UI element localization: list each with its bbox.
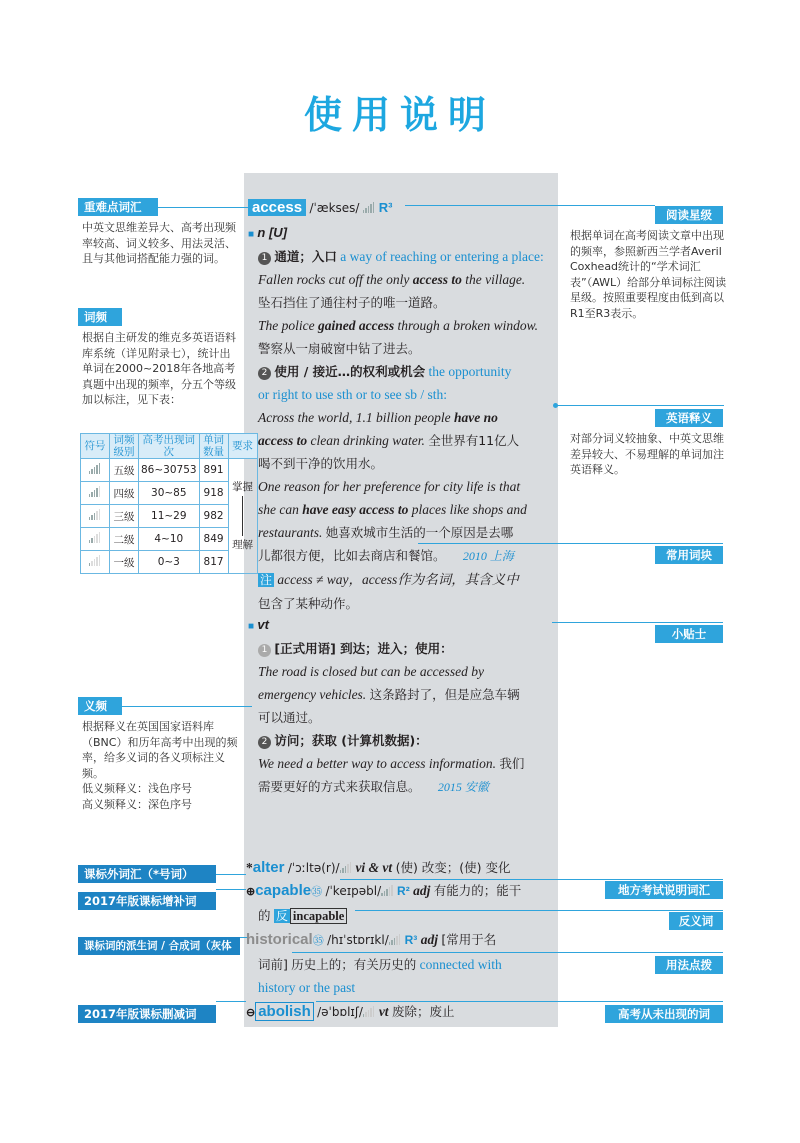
page-title: 使用说明 xyxy=(303,93,496,137)
tag-usage: 用法点拨 xyxy=(655,956,723,974)
th-words: 单词数量 xyxy=(199,434,228,459)
connector-added-2017 xyxy=(216,889,246,890)
tag-tips: 小贴士 xyxy=(655,625,723,643)
freq-count: 849 xyxy=(199,528,228,551)
entry-abolish: ⊖ abolish /əˈbɒlɪʃ/ vt 废除；废止 xyxy=(246,1000,558,1025)
freq-level: 二级 xyxy=(110,528,139,551)
sense-1: 1 通道；入口 a way of reaching or entering a place: Fallen rocks cut off the only access to the village. 坠石挡住了通往村子的唯一道路。 The police gained access through a broken window. 警察从一扇破窗中钻了进去。 xyxy=(258,249,544,356)
freq-count: 817 xyxy=(199,551,228,574)
signal-1-icon xyxy=(363,1001,376,1024)
signal-5-icon xyxy=(89,463,102,477)
signal-3-icon xyxy=(89,509,102,523)
sense-number-light-1: 1 xyxy=(258,644,271,657)
headword-line xyxy=(248,196,558,221)
sense-2: 2 使用 / 接近…的权利或机会 the opportunity or right to use sth or to see sb / sth: Across the world, 1.1 billion people have no access to clean drinking water. 全世界有11亿人 喝不到干净的饮用水。 One reason for her preference for city life is that she can have easy access to places like shops and restaurants. 她喜欢城市生活的一个原因是去哪 儿都很方便，比如去商店和餐馆。 2010 上海 注 access ≠ way，access作为名词，其含义中 包含了某种动作。 xyxy=(258,364,527,611)
note-tag: 注 xyxy=(260,573,273,587)
tag-english-def: 英语释义 xyxy=(655,409,723,427)
freq-count: 982 xyxy=(199,505,228,528)
tag-chunks: 常用词块 xyxy=(655,546,723,564)
minus-icon: ⊖ xyxy=(246,1007,256,1019)
freq-range: 4~10 xyxy=(139,528,200,551)
freq-bars-icon xyxy=(81,505,110,528)
tag-meaning-frequency: 义频 xyxy=(78,697,122,715)
connector-removed xyxy=(216,1001,246,1002)
sense-number-2: 2 xyxy=(258,367,271,380)
signal-5-icon xyxy=(363,197,376,221)
tag-frequency: 词频 xyxy=(78,308,122,326)
freq-range: 30~85 xyxy=(139,482,200,505)
tag-derived-words: 课标词的派生词 / 合成词（灰体词） xyxy=(78,937,240,955)
frequency-table xyxy=(80,433,258,574)
freq-level: 一级 xyxy=(110,551,139,574)
local-exam-icon: ㉟ xyxy=(312,935,324,947)
freq-range: 0~3 xyxy=(139,551,200,574)
th-req: 要求 xyxy=(228,434,257,459)
source-tag: 2015 安徽 xyxy=(437,780,489,794)
tag-never-tested: 高考从未出现的词 xyxy=(605,1005,723,1023)
entry-historical: historical㉟ /hɪˈstɒrɪkl/ R³ adj [常用于名 词前] 历史上的；有关历史的 connected with history or the past xyxy=(246,931,502,995)
th-count: 高考出现词次 xyxy=(139,434,200,459)
tag-off-syllabus: 课标外词汇（*号词） xyxy=(78,865,216,883)
signal-3-icon xyxy=(340,857,353,880)
req-top: 掌握 xyxy=(232,481,254,493)
headword: historical xyxy=(246,931,313,948)
signal-3-icon xyxy=(389,929,402,952)
sense-number-1: 1 xyxy=(258,252,271,265)
pos-vt: ■ vt xyxy=(248,617,269,632)
th-symbol: 符号 xyxy=(81,434,110,459)
freq-count: 891 xyxy=(199,459,228,482)
phonetic: /ˈækses/ xyxy=(309,201,360,215)
signal-3-icon xyxy=(381,880,394,903)
freq-level: 五级 xyxy=(110,459,139,482)
freq-bars-icon xyxy=(81,528,110,551)
freq-range: 86~30753 xyxy=(139,459,200,482)
th-level: 词频级别 xyxy=(110,434,139,459)
connector-tips xyxy=(552,622,723,623)
tag-key-vocab: 重难点词汇 xyxy=(78,198,158,216)
freq-range: 11~29 xyxy=(139,505,200,528)
tag-reading-stars: 阅读星级 xyxy=(655,206,723,224)
signal-4-icon xyxy=(89,486,102,500)
freq-bars-icon xyxy=(81,482,110,505)
freq-count: 918 xyxy=(199,482,228,505)
freq-level: 四级 xyxy=(110,482,139,505)
connector-key-vocab xyxy=(158,207,250,208)
frequency-text: 根据自主研发的维克多英语语料库系统（详见附录七），统计出单词在2000~2018年各地高考真题中出现的频率，分五个等级加以标注，见下表： xyxy=(82,331,236,406)
entry-access xyxy=(248,196,558,799)
freq-bars-icon xyxy=(81,459,110,482)
req-bottom: 理解 xyxy=(232,539,254,551)
plus-icon: ⊕ xyxy=(246,886,256,898)
headword: capable xyxy=(255,882,312,899)
connector-english-def xyxy=(556,405,724,406)
freq-level: 三级 xyxy=(110,505,139,528)
reading-star: R³ xyxy=(378,200,393,215)
antonym-tag: 反 xyxy=(275,909,288,923)
req-divider xyxy=(242,496,243,536)
tag-added-2017: 2017年版课标增补词 xyxy=(78,892,216,910)
sense-vt: 1 [正式用语] 到达；进入；使用： The road is closed but can be accessed by emergency vehicles. 这条路封了，但是应急车辆 可以通过。 2 访问；获取 (计算机数据)： We need a better way to access information. 我们 需要更好的方式来获取信息。 2015 安徽 xyxy=(258,641,525,794)
tag-removed-2017: 2017年版课标删减词 xyxy=(78,1005,216,1023)
reading-text: 根据单词在高考阅读文章中出现的频率，参照新西兰学者Averil Coxhead统计的“学术词汇表”（AWL）给部分单词标注阅读星级。按照重要程度由低到高以R1至R3表示。 xyxy=(570,229,727,320)
headword: access xyxy=(248,199,306,216)
key-vocab-text: 中英文思维差异大、高考出现频率较高、词义较多、用法灵活、且与其他词搭配能力强的词。 xyxy=(82,221,236,265)
sense-number-dark-2: 2 xyxy=(258,736,271,749)
tag-antonym: 反义词 xyxy=(669,912,723,930)
signal-2-icon xyxy=(89,532,102,546)
tag-local-exam: 地方考试说明词汇 xyxy=(605,881,723,899)
headword: alter xyxy=(252,859,285,876)
antonym: incapable xyxy=(290,908,347,924)
pos-n: ■ n [U] xyxy=(248,225,288,240)
signal-1-icon xyxy=(89,555,102,569)
source-tag: 2010 上海 xyxy=(462,549,514,563)
entry-alter: *alter /ˈɔːltə(r)/ vi & vt (使) 改变；(使) 变化 xyxy=(246,856,558,880)
headword: abolish xyxy=(255,1002,314,1021)
english-def-text: 对部分词义较抽象、中英文思维差异较大、不易理解的单词加注英语释义。 xyxy=(570,432,724,476)
entry-capable: ⊕capable㉟ /ˈkeɪpəbl/ R² adj 有能力的；能干 的 反 incapable xyxy=(246,882,522,923)
connector-off-syllabus xyxy=(216,874,246,875)
connector-meaning xyxy=(122,706,252,707)
local-exam-icon: ㉟ xyxy=(311,886,323,898)
meaning-text: 根据释义在英国国家语料库（BNC）和历年高考中出现的频率，给多义词的各义项标注义频。 低义频释义：浅色序号 高义频释义：深色序号 xyxy=(82,720,238,811)
freq-bars-icon xyxy=(81,551,110,574)
